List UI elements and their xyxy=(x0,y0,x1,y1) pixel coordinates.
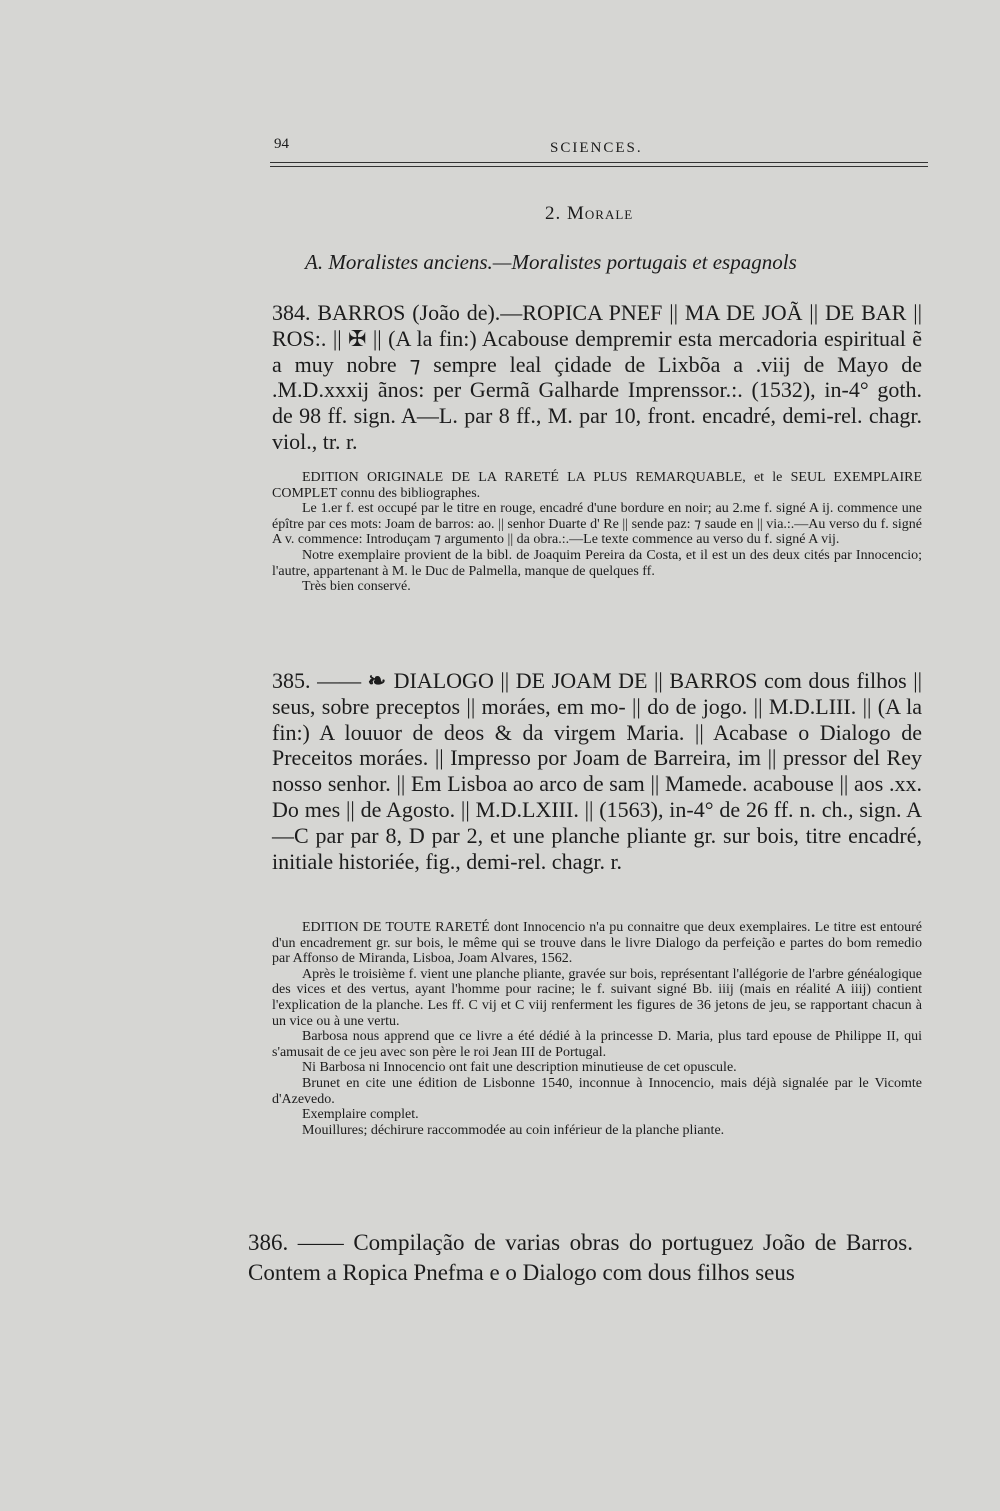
note-paragraph: Très bien conservé. xyxy=(302,579,411,595)
note-paragraph: Le 1.er f. est occupé par le titre en rouge, encadré d'une bordure en noir; au 2.me f. signé A ij. commence une épître par ces mots: Joam de barros: ao. || senhor Duarte d' Re || sende paz: ⁊ saude en || via.:.—Au verso du f. signé A v. commence: Introduçam ⁊ argumento || da obra.:.—Le texte commence au verso du f. signé A vij. xyxy=(272,501,922,548)
entry-heading: —— xyxy=(297,1230,344,1255)
page-number: 94 xyxy=(274,136,289,152)
entry-number: 385. xyxy=(272,668,311,693)
entry-384 xyxy=(272,300,922,455)
entry-385-notes xyxy=(272,920,922,1138)
entry-number: 386. xyxy=(248,1230,289,1255)
entry-number: 384. xyxy=(272,300,311,325)
entry-body: Compilação de varias obras do portuguez João de Barros. Contem a Ropica Pnefma e o Dialogo com dous filhos seus xyxy=(248,1230,914,1285)
running-head: SCIENCES. xyxy=(550,140,643,156)
note-paragraph: Après le troisième f. vient une planche pliante, gravée sur bois, représentant l'allégorie de l'arbre généalogique des vices et des vertus, ayant l'homme pour racine; le f. suivant signé Bb. iiij (mais en réalité A iiij) contient l'explication de la planche. Les ff. C vij et C viij renferment les figures de 36 jetons de jeu, se rapportant chacun à un vice ou à une vertu. xyxy=(272,966,922,1029)
entry-385 xyxy=(272,668,922,874)
entry-heading: BARROS (João de). xyxy=(317,300,501,325)
note-paragraph: EDITION DE TOUTE RARETÉ dont Innocencio n'a pu connaitre que deux exemplaires. Le titre est entouré d'un encadrement gr. sur bois, le même qui se trouve dans le livre Dialogo da perfeição e partes do bom remedio par Affonso de Miranda, Lisboa, Joam Alvares, 1562. xyxy=(272,920,922,967)
note-paragraph: EDITION ORIGINALE DE LA RARETÉ LA PLUS REMARQUABLE, et le SEUL EXEMPLAIRE COMPLET connu des bibliographes. xyxy=(272,470,922,501)
note-paragraph: Barbosa nous apprend que ce livre a été dédié à la princesse D. Maria, plus tard epouse de Philippe II, qui s'amusait de ce jeu avec son père le roi Jean III de Portugal. xyxy=(272,1029,922,1060)
note-paragraph: Brunet en cite une édition de Lisbonne 1540, inconnue à Innocencio, mais déjà signalée par le Vicomte d'Azevedo. xyxy=(272,1075,922,1107)
note-paragraph: Mouillures; déchirure raccommodée au coin inférieur de la planche pliante. xyxy=(302,1122,725,1138)
header-rule xyxy=(270,162,928,163)
entry-body: DIALOGO || DE JOAM DE || BARROS com dous filhos || seus, sobre preceptos || moráes, em mo- || do de jogo. || M.D.LIII. || (A la fin:) A louuor de deos & da virgem Maria. || Acabase o Dialogo de Preceitos moráes. || Impresso por Joam de Barreira, im || pressor del Rey nosso senhor. || Em Lisboa ao arco de sam || Mamede. acabouse || aos .xx. Do mes || de Agosto. || M.D.LXIII. || (1563), in-4° de 26 ff. n. ch., sign. A—C par par 8, D par 2, et une planche pliante gr. sur bois, titre encadré, initiale historiée, fig., demi-rel. chagr. r. xyxy=(272,668,923,874)
entry-384-notes xyxy=(272,470,922,595)
entry-body: —ROPICA PNEF || MA DE JOÃ || DE BAR || ROS:. || ✠ || (A la fin:) Acabouse dempremir esta mercadoria espiritual ẽ a muy nobre ⁊ sempre leal çidade de Lixbõa a .viij de Mayo de .M.D.xxxij ãnos: per Germã Galharde Imprenssor.:. (1532), in-4° goth. de 98 ff. sign. A—L. par 8 ff., M. par 10, front. encadré, demi-rel. chagr. viol., tr. r. xyxy=(272,300,922,454)
note-paragraph: Exemplaire complet. xyxy=(302,1107,419,1123)
section-title: 2. Morale xyxy=(545,203,634,224)
page-header xyxy=(270,136,928,170)
entry-heading: —— xyxy=(317,668,362,693)
header-rule-double xyxy=(270,166,928,167)
note-paragraph: Notre exemplaire provient de la bibl. de Joaquim Pereira da Costa, et il est un des deux cités par Innocencio; l'autre, appartenant à M. le Duc de Palmella, manque de quelques ff. xyxy=(272,547,922,579)
ornament-left-icon: ❧ xyxy=(367,668,388,693)
note-paragraph: Ni Barbosa ni Innocencio ont fait une description minutieuse de cet opuscule. xyxy=(302,1060,737,1076)
subsection-title: A. Moralistes anciens.—Moralistes portugais et espagnols xyxy=(305,250,797,274)
entry-386 xyxy=(248,1228,913,1288)
